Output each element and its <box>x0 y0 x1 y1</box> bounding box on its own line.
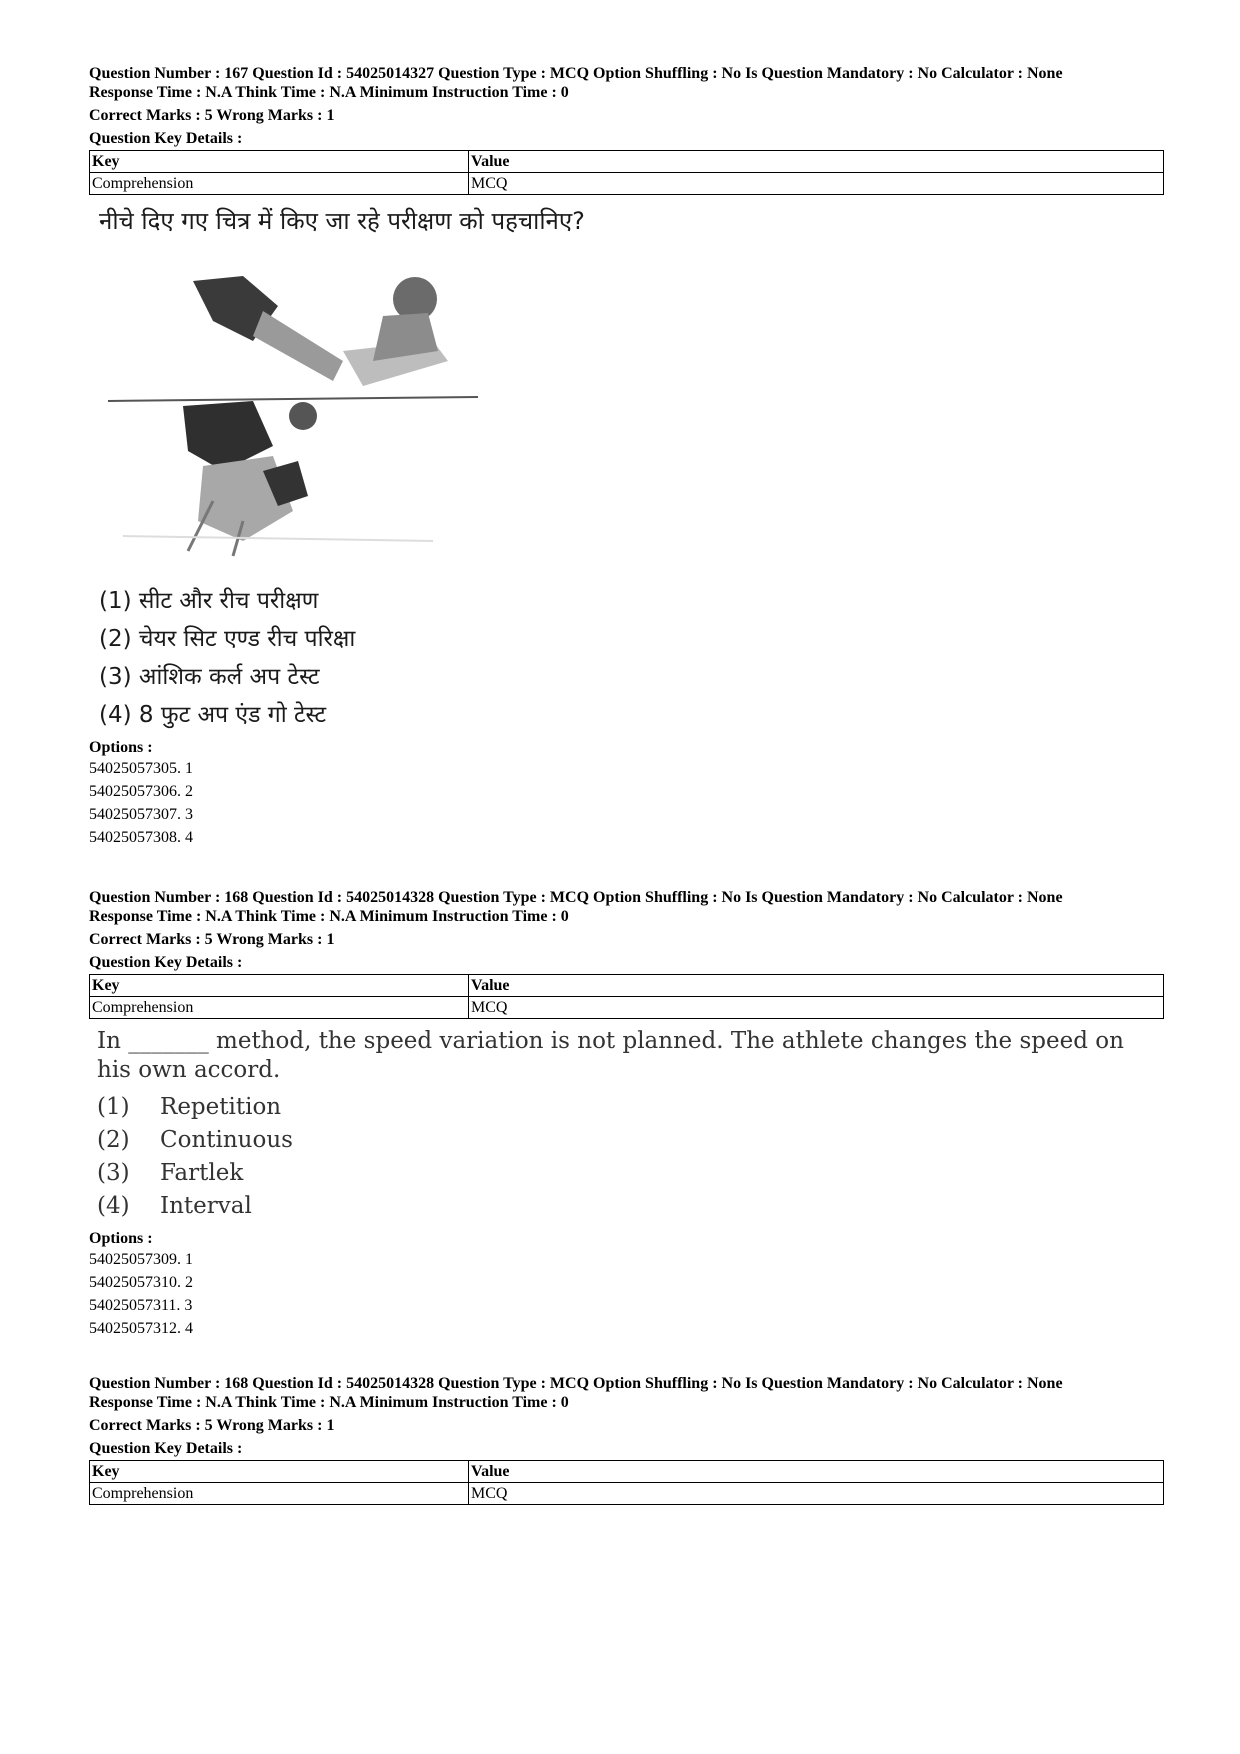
question-header-line2: Response Time : N.A Think Time : N.A Minimum Instruction Time : 0 <box>89 1394 569 1411</box>
option-item: 54025057305. 1 <box>89 760 193 777</box>
choice-text: Continuous <box>160 1127 293 1153</box>
option-item: 54025057306. 2 <box>89 783 193 800</box>
choice-number: (2) <box>97 1127 130 1153</box>
key-details-table <box>89 974 1164 1019</box>
question-text: In _______ method, the speed variation is not planned. The athlete changes the speed on his own accord. <box>97 1028 1124 1083</box>
key-details-label: Question Key Details : <box>89 954 243 971</box>
marks-line: Correct Marks : 5 Wrong Marks : 1 <box>89 107 335 124</box>
choice-text: Repetition <box>160 1094 282 1120</box>
option-item: 54025057308. 4 <box>89 829 193 846</box>
question-block-168 <box>89 888 1164 1340</box>
table-cell-value: MCQ <box>469 173 1164 195</box>
table-row <box>90 997 1164 1019</box>
question-header-line1: Question Number : 167 Question Id : 54025014327 Question Type : MCQ Option Shuffling : No Is Question Mandatory : No Calculator : None <box>89 65 1063 82</box>
test-photo-image <box>103 251 483 571</box>
option-item: 54025057307. 3 <box>89 806 193 823</box>
choice-3: (3) आंशिक कर्ल अप टेस्ट <box>99 664 320 690</box>
option-item: 54025057310. 2 <box>89 1274 193 1291</box>
key-details-label: Question Key Details : <box>89 130 243 147</box>
question-header-line2: Response Time : N.A Think Time : N.A Minimum Instruction Time : 0 <box>89 908 569 925</box>
choice-text: Interval <box>160 1193 252 1219</box>
table-header-row <box>90 975 1164 997</box>
table-header-key: Key <box>90 151 469 173</box>
question-header-line2: Response Time : N.A Think Time : N.A Minimum Instruction Time : 0 <box>89 84 569 101</box>
marks-line: Correct Marks : 5 Wrong Marks : 1 <box>89 1417 335 1434</box>
question-text: नीचे दिए गए चित्र में किए जा रहे परीक्षण को पहचानिए? <box>99 207 585 235</box>
choice-2 <box>97 1124 1164 1157</box>
option-item: 54025057311. 3 <box>89 1297 193 1314</box>
question-block-167 <box>89 64 1164 849</box>
question-content <box>89 1027 1164 1223</box>
table-header-row <box>90 151 1164 173</box>
question-block-168-repeat <box>89 1374 1164 1505</box>
table-row <box>90 1483 1164 1505</box>
choice-1 <box>97 1091 1164 1124</box>
key-details-table <box>89 150 1164 195</box>
table-cell-value: MCQ <box>469 1483 1164 1505</box>
table-cell-key: Comprehension <box>90 997 469 1019</box>
choice-4 <box>97 1190 1164 1223</box>
question-header-line1: Question Number : 168 Question Id : 54025014328 Question Type : MCQ Option Shuffling : No Is Question Mandatory : No Calculator : None <box>89 1375 1063 1392</box>
options-label: Options : <box>89 1230 153 1247</box>
choice-number: (4) <box>97 1193 130 1219</box>
choice-number: (1) <box>97 1094 130 1120</box>
key-details-label: Question Key Details : <box>89 1440 243 1457</box>
option-item: 54025057309. 1 <box>89 1251 193 1268</box>
table-header-key: Key <box>90 975 469 997</box>
table-cell-key: Comprehension <box>90 1483 469 1505</box>
choice-2: (2) चेयर सिट एण्ड रीच परिक्षा <box>99 626 356 652</box>
table-header-row <box>90 1461 1164 1483</box>
table-header-key: Key <box>90 1461 469 1483</box>
table-header-value: Value <box>469 151 1164 173</box>
choice-number: (3) <box>97 1160 130 1186</box>
marks-line: Correct Marks : 5 Wrong Marks : 1 <box>89 931 335 948</box>
options-label: Options : <box>89 739 153 756</box>
table-row <box>90 173 1164 195</box>
choice-text: Fartlek <box>160 1160 244 1186</box>
choice-3 <box>97 1157 1164 1190</box>
key-details-table <box>89 1460 1164 1505</box>
option-item: 54025057312. 4 <box>89 1320 193 1337</box>
table-cell-value: MCQ <box>469 997 1164 1019</box>
table-cell-key: Comprehension <box>90 173 469 195</box>
table-header-value: Value <box>469 1461 1164 1483</box>
choice-1: (1) सीट और रीच परीक्षण <box>99 588 319 614</box>
choice-4: (4) 8 फुट अप एंड गो टेस्ट <box>99 702 327 728</box>
table-header-value: Value <box>469 975 1164 997</box>
question-header-line1: Question Number : 168 Question Id : 54025014328 Question Type : MCQ Option Shuffling : No Is Question Mandatory : No Calculator : None <box>89 889 1063 906</box>
